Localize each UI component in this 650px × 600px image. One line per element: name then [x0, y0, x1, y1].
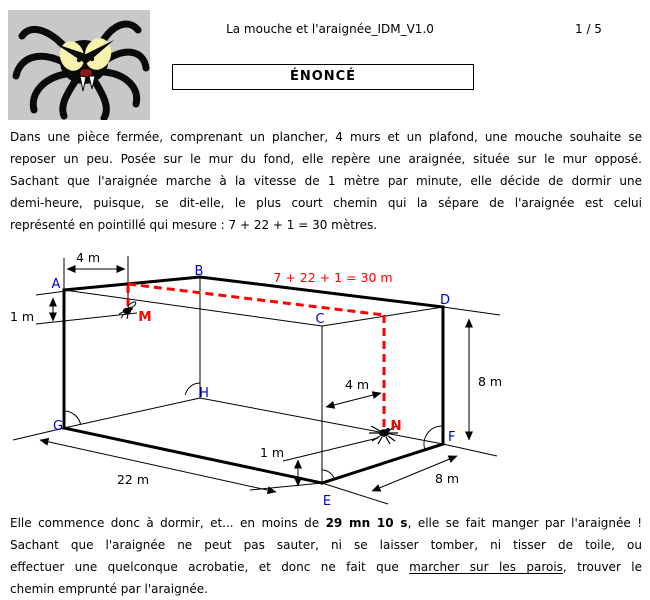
room-thin-edges — [64, 277, 443, 483]
room-diagram — [0, 240, 650, 518]
enonce-banner: ÉNONCÉ — [172, 64, 474, 90]
intro-paragraph — [10, 126, 642, 236]
vertex-label-c: C — [315, 312, 325, 327]
vertex-label-e: E — [322, 494, 332, 509]
spider-logo — [8, 10, 150, 120]
room-solid-edges — [64, 277, 443, 483]
path-length-label: 7 + 22 + 1 = 30 m — [273, 270, 393, 285]
dashed-path — [128, 284, 384, 428]
dim-label-4m-top: 4 m — [75, 250, 101, 265]
vertex-label-f: F — [448, 430, 456, 445]
point-n-label: N — [390, 418, 402, 434]
paragraph-line: Sachant que l'araignée marche à la vitesse de 1 mètre par minute, elle décide de dormir une — [10, 174, 642, 188]
paragraph-line: reposer un peu. Posée sur le mur du fond, elle repère une araignée, située sur le mur opposé. — [10, 152, 642, 166]
paragraph-line: chemin emprunté par l'araignée. — [10, 582, 208, 596]
dim-label-8m-right: 8 m — [478, 374, 503, 389]
vertex-label-g: G — [52, 419, 64, 434]
vertex-label-a: A — [51, 277, 61, 292]
paragraph-line: Elle commence donc à dormir, et... en moins de 29 mn 10 s, elle se fait manger par l'araignée ! — [10, 516, 642, 530]
paragraph-line: Sachant que l'araignée ne peut pas sauter, ni se laisser tomber, ni tisser de toile, ou — [10, 538, 642, 552]
vertex-label-h: H — [199, 386, 209, 401]
page-number: 1 / 5 — [575, 22, 602, 36]
point-m-label: M — [138, 309, 152, 325]
dim-label-4m-n: 4 m — [344, 377, 370, 392]
paragraph-line: effectuer une quelconque acrobatie, et donc ne fait que marcher sur les parois, trouver le — [10, 560, 642, 574]
vertex-label-b: B — [194, 264, 204, 279]
paragraph-line: représenté en pointillé qui mesure : 7 + 22 + 1 = 30 mètres. — [10, 218, 378, 232]
dim-label-22m: 22 m — [116, 472, 150, 487]
dim-label-1m-e: 1 m — [259, 445, 285, 460]
dim-label-1m-left: 1 m — [9, 309, 35, 324]
closing-paragraph — [10, 512, 642, 600]
paragraph-line: demi-heure, puisque, se dit-elle, le plus court chemin qui la sépare de l'araignée est celui — [10, 196, 642, 210]
paragraph-line: Dans une pièce fermée, comprenant un plancher, 4 murs et un plafond, une mouche souhaite se — [10, 130, 642, 144]
document-title: La mouche et l'araignée_IDM_V1.0 — [226, 22, 434, 36]
vertex-label-d: D — [439, 293, 451, 308]
dim-label-8m-bottom: 8 m — [434, 471, 460, 486]
